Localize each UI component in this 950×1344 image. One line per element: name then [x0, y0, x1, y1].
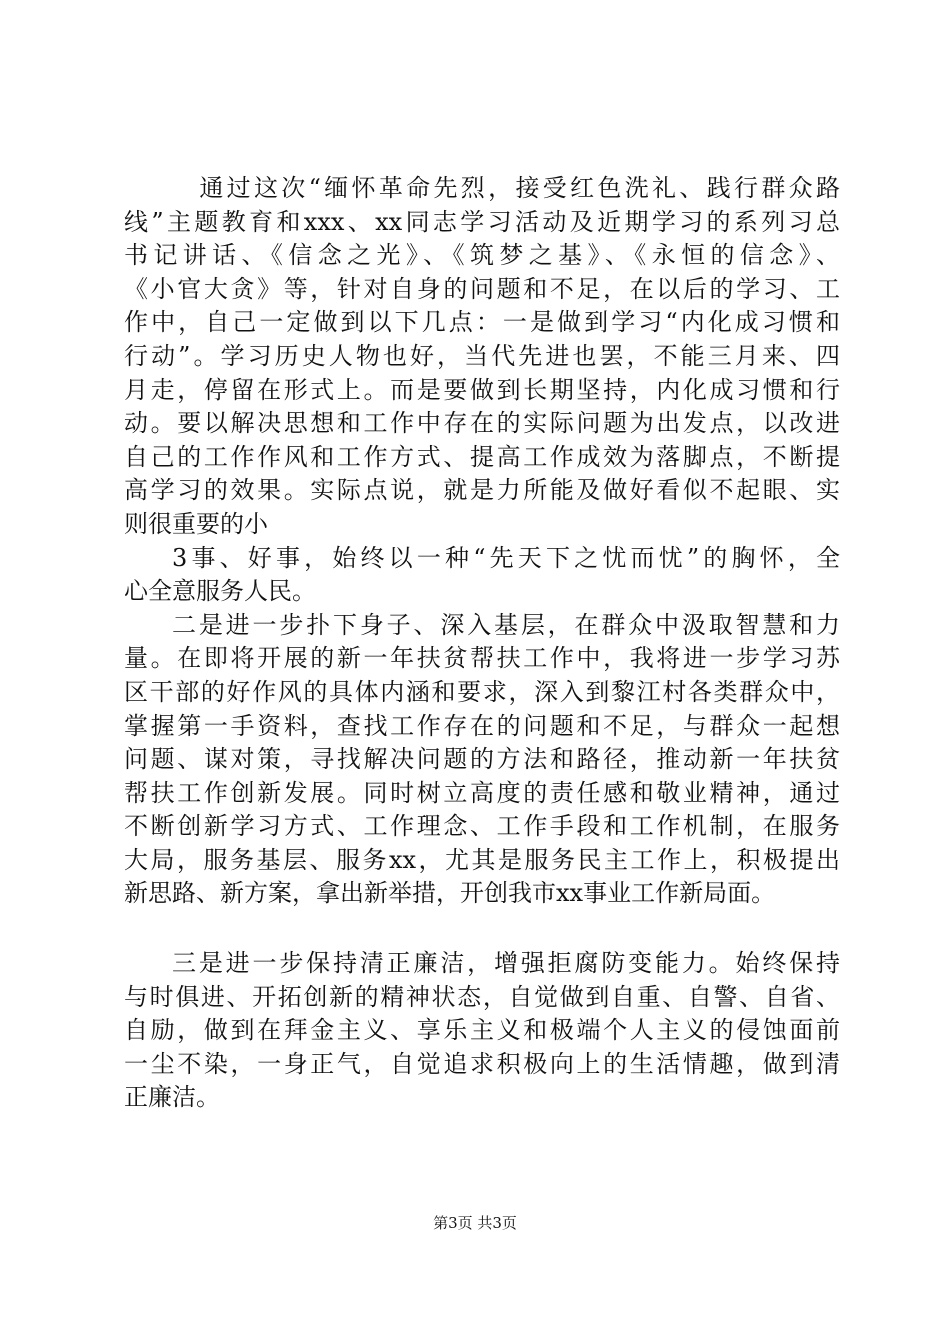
paragraph-line: 高学习的效果。实际点说，就是力所能及做好看似不起眼、实	[124, 476, 840, 505]
paragraph-line: 自己的工作作风和工作方式、提高工作成效为落脚点，不断提	[124, 442, 840, 471]
paragraph-line: 三是进一步保持清正廉洁，增强拒腐防变能力。始终保持	[172, 949, 840, 978]
paragraph-3	[124, 609, 840, 911]
page-footer: 第3页 共3页	[433, 1214, 517, 1232]
paragraph-line: 量。在即将开展的新一年扶贫帮扶工作中，我将进一步学习苏	[124, 644, 840, 673]
paragraph-line: 与时俱进、开拓创新的精神状态，自觉做到自重、自警、自省、	[124, 982, 840, 1011]
paragraph-line: 线”主题教育和xxx、xx同志学习活动及近期学习的系列习总	[124, 207, 840, 236]
paragraph-line: 问题、谋对策，寻找解决问题的方法和路径，推动新一年扶贫	[124, 745, 840, 774]
paragraph-spacer	[172, 911, 840, 947]
paragraph-line: 作中，自己一定做到以下几点：一是做到学习“内化成习惯和	[124, 308, 840, 337]
paragraph-line: 《小官大贪》等，针对自身的问题和不足，在以后的学习、工	[124, 274, 840, 303]
paragraph-line: 二是进一步扑下身子、深入基层，在群众中汲取智慧和力	[172, 610, 840, 639]
paragraph-line: 书记讲话、《信念之光》、《筑梦之基》、《永恒的信念》、	[124, 241, 840, 270]
paragraph-2	[124, 542, 840, 609]
paragraph-line: 则很重要的小	[124, 509, 268, 538]
paragraph-line: 区干部的好作风的具体内涵和要求，深入到黎江村各类群众中，	[124, 677, 840, 706]
paragraph-line: 通过这次“缅怀革命先烈，接受红色洗礼、践行群众路	[172, 174, 840, 202]
paragraph-line: 新思路、新方案，拿出新举措，开创我市xx事业工作新局面。	[124, 879, 776, 908]
paragraph-line: 大局，服务基层、服务xx，尤其是服务民主工作上，积极提出	[124, 845, 840, 874]
paragraph-line: 一尘不染，一身正气，自觉追求积极向上的生活情趣，做到清	[124, 1049, 840, 1078]
paragraph-line: 行动”。学习历史人物也好，当代先进也罢，不能三月来、四	[124, 341, 840, 370]
paragraph-line: 心全意服务人民。	[124, 577, 316, 606]
paragraph-line: 月走，停留在形式上。而是要做到长期坚持，内化成习惯和行	[124, 375, 840, 404]
paragraph-line: 动。要以解决思想和工作中存在的实际问题为出发点，以改进	[124, 409, 840, 438]
paragraph-line: 自励，做到在拜金主义、享乐主义和极端个人主义的侵蚀面前	[124, 1016, 840, 1045]
paragraph-line: 掌握第一手资料，查找工作存在的问题和不足，与群众一起想	[124, 711, 840, 740]
paragraph-line: 3事、好事，始终以一种“先天下之忧而忧”的胸怀，全	[172, 543, 840, 572]
paragraph-4	[124, 947, 840, 1115]
paragraph-line: 正廉洁。	[124, 1083, 220, 1112]
paragraph-line: 不断创新学习方式、工作理念、工作手段和工作机制，在服务	[124, 812, 840, 841]
paragraph-1	[124, 172, 840, 542]
paragraph-line: 帮扶工作创新发展。同时树立高度的责任感和敬业精神，通过	[124, 778, 840, 807]
document-body	[124, 172, 840, 1115]
